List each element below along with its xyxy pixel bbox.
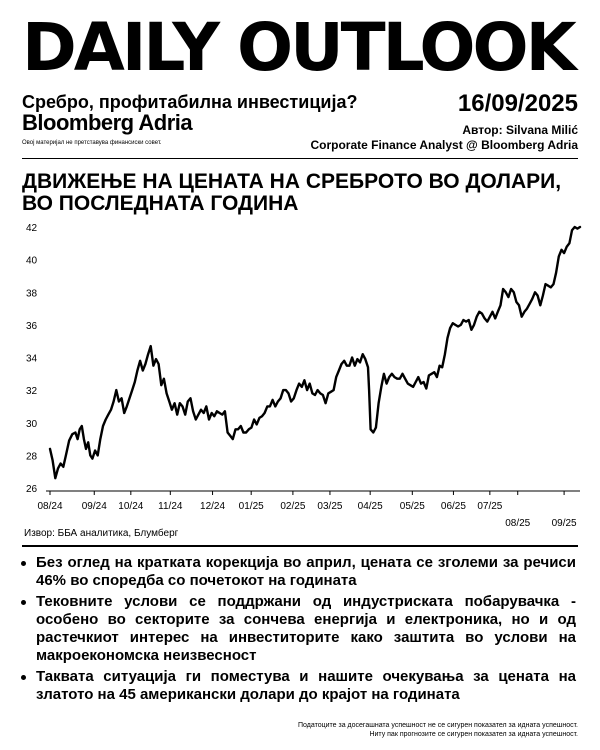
key-points-list (20, 554, 576, 707)
y-axis (26, 223, 38, 495)
x-tick-label: 05/25 (399, 501, 425, 512)
silver-price-chart (0, 216, 600, 526)
y-tick-label: 42 (26, 223, 38, 234)
chart-svg (0, 216, 600, 526)
x-tick-label: 01/25 (238, 501, 264, 512)
y-tick-label: 28 (26, 451, 38, 463)
x-tick-label: 06/25 (440, 501, 466, 512)
y-tick-label: 32 (26, 386, 38, 398)
x-tick-label: 07/25 (477, 501, 503, 512)
brand-name: Bloomberg Adria (22, 110, 193, 135)
y-tick-label: 40 (26, 255, 38, 267)
y-tick-label: 30 (26, 418, 38, 430)
x-axis (37, 491, 580, 526)
y-tick-label: 36 (26, 320, 38, 332)
report-subtitle: Сребро, профитабилна инвестиција? (22, 92, 358, 112)
key-point: Тековните услови се поддржани од индустриската побарувачка - особено во секторите за сончева енергија и електроника, но и од растечкиот интерес на инвеститорите како заштита во услови на макроекономска неизвесност (20, 593, 576, 665)
author-role: Corporate Finance Analyst @ Bloomberg Adria (310, 138, 578, 152)
footnote: Ниту пак прогнозите се сигурен показател за идната успешност. (369, 731, 578, 738)
report-date: 16/09/2025 (457, 90, 578, 117)
x-tick-label: 09/24 (81, 501, 107, 512)
x-tick-label: 04/25 (357, 501, 383, 512)
y-tick-label: 34 (26, 353, 38, 365)
chart-source: Извор: ББА аналитика, Блумберг (24, 528, 179, 539)
disclaimer-text: Овој материјал не претставува финансиски совет. (22, 140, 162, 146)
x-tick-label: 08/25 (505, 518, 531, 526)
author-name: Автор: Silvana Milić (462, 123, 578, 137)
plot-area (50, 227, 580, 478)
header-divider (22, 158, 578, 159)
x-tick-label: 08/24 (37, 501, 63, 512)
silver-price-line (50, 227, 580, 478)
masthead-title: DAILY OUTLOOK (22, 9, 574, 86)
x-tick-label: 02/25 (280, 501, 306, 512)
key-point: Таквата ситуација ги поместува и нашите очекувања за цената на златото на 45 американски долари до крајот на годината (20, 668, 576, 704)
x-tick-label: 12/24 (200, 501, 226, 512)
x-tick-label: 10/24 (118, 501, 144, 512)
y-tick-label: 38 (26, 288, 38, 300)
section-divider (22, 545, 578, 547)
x-tick-label: 03/25 (317, 501, 343, 512)
y-tick-label: 26 (26, 484, 38, 495)
x-tick-label: 11/24 (158, 501, 183, 512)
footnote: Податоците за досегашната успешност не се сигурен показател за идната успешност. (298, 722, 578, 729)
key-point: Без оглед на краткатa корекција во април, цената се зголеми за речиси 46% во споредба со почетокот на годината (20, 554, 576, 590)
x-tick-label: 09/25 (551, 518, 577, 526)
chart-title: ДВИЖЕЊЕ НА ЦЕНАТА НА СРЕБРОТО ВО ДОЛАРИ, ВО ПОСЛЕДНАТА ГОДИНА (22, 170, 562, 215)
